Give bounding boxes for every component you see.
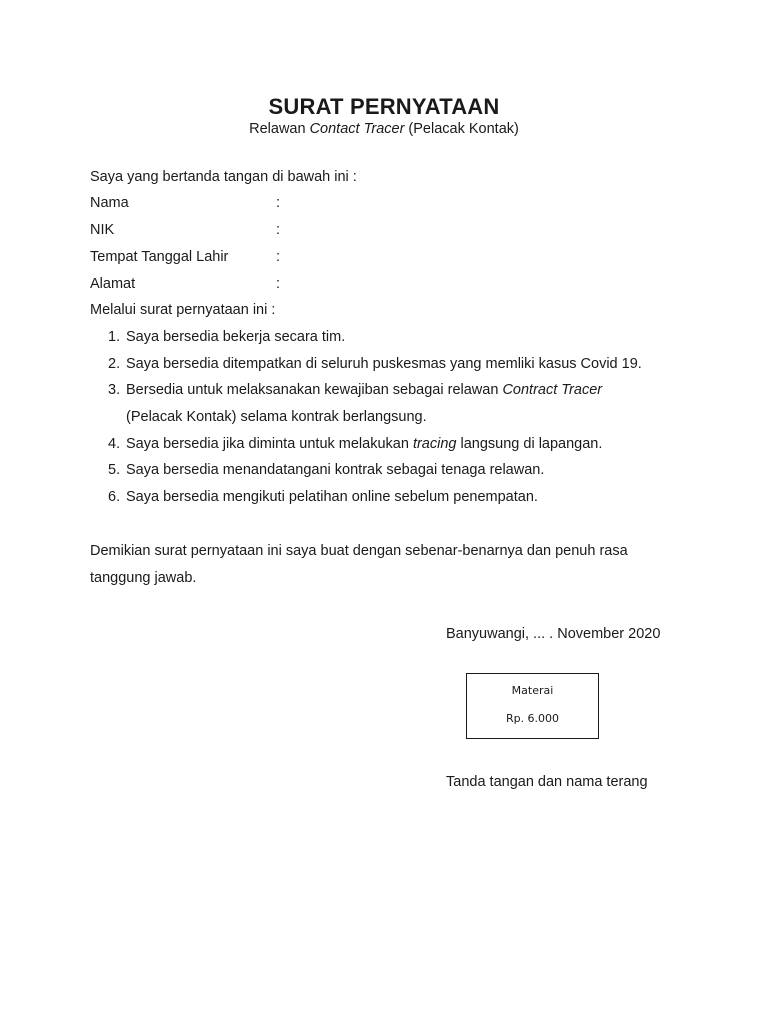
list-item-italic: Contract Tracer (502, 382, 603, 398)
statement-intro: Melalui surat pernyataan ini : (90, 302, 276, 318)
list-item: Saya bersedia bekerja secara tim. (126, 329, 346, 345)
field-label-ttl: Tempat Tanggal Lahir (90, 249, 229, 265)
subtitle-suffix: (Pelacak Kontak) (404, 121, 519, 137)
list-item-number: 5. (108, 462, 121, 478)
list-item: Saya bersedia menandatangani kontrak sebagai tenaga relawan. (126, 462, 545, 478)
field-label-nik: NIK (90, 222, 115, 238)
list-item-prefix: Bersedia untuk melaksanakan kewajiban sebagai relawan (126, 382, 503, 398)
closing-line-1: Demikian surat pernyataan ini saya buat dengan sebenar-benarnya dan penuh rasa (90, 543, 628, 559)
list-item-number: 2. (108, 356, 121, 372)
list-item-number: 3. (108, 382, 121, 398)
document-subtitle (0, 120, 768, 138)
materai-label: Materai (511, 684, 554, 697)
field-colon: : (276, 276, 281, 292)
materai-stamp-box (466, 673, 599, 739)
field-colon: : (276, 249, 281, 265)
signature-caption: Tanda tangan dan nama terang (446, 774, 648, 790)
field-label-alamat: Alamat (90, 276, 136, 292)
subtitle-italic: Contact Tracer (309, 121, 405, 137)
place-date: Banyuwangi, ... . November 2020 (446, 626, 661, 642)
list-item-number: 6. (108, 489, 121, 505)
list-item: Saya bersedia ditempatkan di seluruh puskesmas yang memliki kasus Covid 19. (126, 356, 642, 372)
field-colon: : (276, 222, 281, 238)
list-item-continuation: (Pelacak Kontak) selama kontrak berlangsung. (126, 409, 427, 425)
subtitle-prefix: Relawan (249, 121, 310, 137)
list-item-italic: tracing (412, 436, 457, 452)
intro-text: Saya yang bertanda tangan di bawah ini : (90, 169, 357, 185)
list-item-number: 4. (108, 436, 121, 452)
list-item: Saya bersedia mengikuti pelatihan online sebelum penempatan. (126, 489, 538, 505)
list-item-number: 1. (108, 329, 121, 345)
document-title: SURAT PERNYATAAN (268, 94, 500, 119)
list-item-prefix: Saya bersedia jika diminta untuk melakukan (126, 436, 413, 452)
list-item-suffix: langsung di lapangan. (456, 436, 603, 452)
list-item (126, 435, 602, 453)
field-label-nama: Nama (90, 195, 129, 211)
field-colon: : (276, 195, 281, 211)
list-item (126, 381, 602, 399)
closing-line-2: tanggung jawab. (90, 570, 197, 586)
materai-amount: Rp. 6.000 (505, 712, 560, 725)
